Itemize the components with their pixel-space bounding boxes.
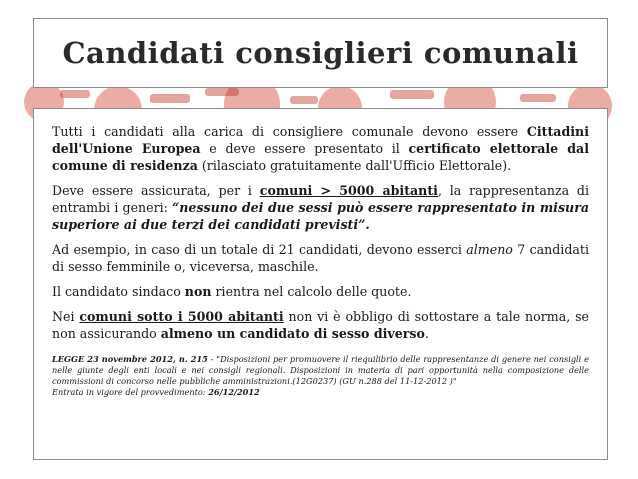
title-box [33, 18, 608, 88]
law-description: - "Disposizioni per promuovere il riequilibrio delle rappresentanze di genere nei consigli e nelle giunte degli enti locali e nei consigli regionali. Disposizioni in materia di pari opportunità nella composizione delle commissioni di concorso nelle pubbliche amministrazioni.(12G0237) (GU n.288 del 11-12-2012 )" [52, 354, 589, 386]
text: Ad esempio, in caso di un totale di 21 candidati, devono esserci [52, 242, 467, 257]
paragraph-example [52, 241, 589, 275]
law-reference: LEGGE 23 novembre 2012, n. 215 [52, 354, 208, 364]
text: Tutti i candidati alla carica di consigliere comunale devono essere [52, 124, 527, 139]
paragraph-under-5000 [52, 308, 589, 342]
text: Nei [52, 309, 80, 324]
entry-into-force-label: Entrata in vigore del provvedimento: [52, 387, 209, 397]
emphasis-under-5000: comuni sotto i 5000 abitanti [79, 309, 284, 324]
emphasis-certificate: certificato elettorale dal comune di residenza [52, 141, 589, 173]
text: non vi è obbligo di sottostare a tale norma, se non assicurando [52, 309, 589, 341]
text: e deve essere presentato il [200, 141, 409, 156]
content-box [33, 108, 608, 460]
entry-into-force-date: 26/12/2012 [208, 387, 260, 397]
paragraph-citizenship [52, 123, 589, 174]
text: , la rappresentanza di entrambi i generi: [52, 183, 589, 215]
text: . [424, 326, 429, 341]
emphasis-eu-citizens: Cittadini dell'Unione Europea [52, 124, 589, 156]
emphasis-over-5000: comuni > 5000 abitanti [259, 183, 438, 198]
text: rientra nel calcolo delle quote. [211, 284, 412, 299]
text: Deve essere assicurata, per i [52, 183, 260, 198]
quote-two-thirds: “nessuno dei due sessi può essere rappresentato in misura superiore ai due terzi dei candidati previsti”. [52, 200, 590, 232]
paragraph-gender-representation [52, 182, 589, 233]
text: (rilasciato gratuitamente dall'Ufficio Elettorale). [197, 158, 512, 173]
law-footnote [52, 354, 589, 398]
emphasis-non: non [184, 284, 212, 299]
page-title: Candidati consiglieri comunali [62, 36, 579, 70]
emphasis-almeno: almeno [466, 242, 513, 257]
text: Il candidato sindaco [52, 284, 185, 299]
paragraph-mayor [52, 283, 589, 300]
text: 7 candidati di sesso femminile o, viceversa, maschile. [52, 242, 589, 274]
emphasis-different-sex: almeno un candidato di sesso diverso [160, 326, 425, 341]
